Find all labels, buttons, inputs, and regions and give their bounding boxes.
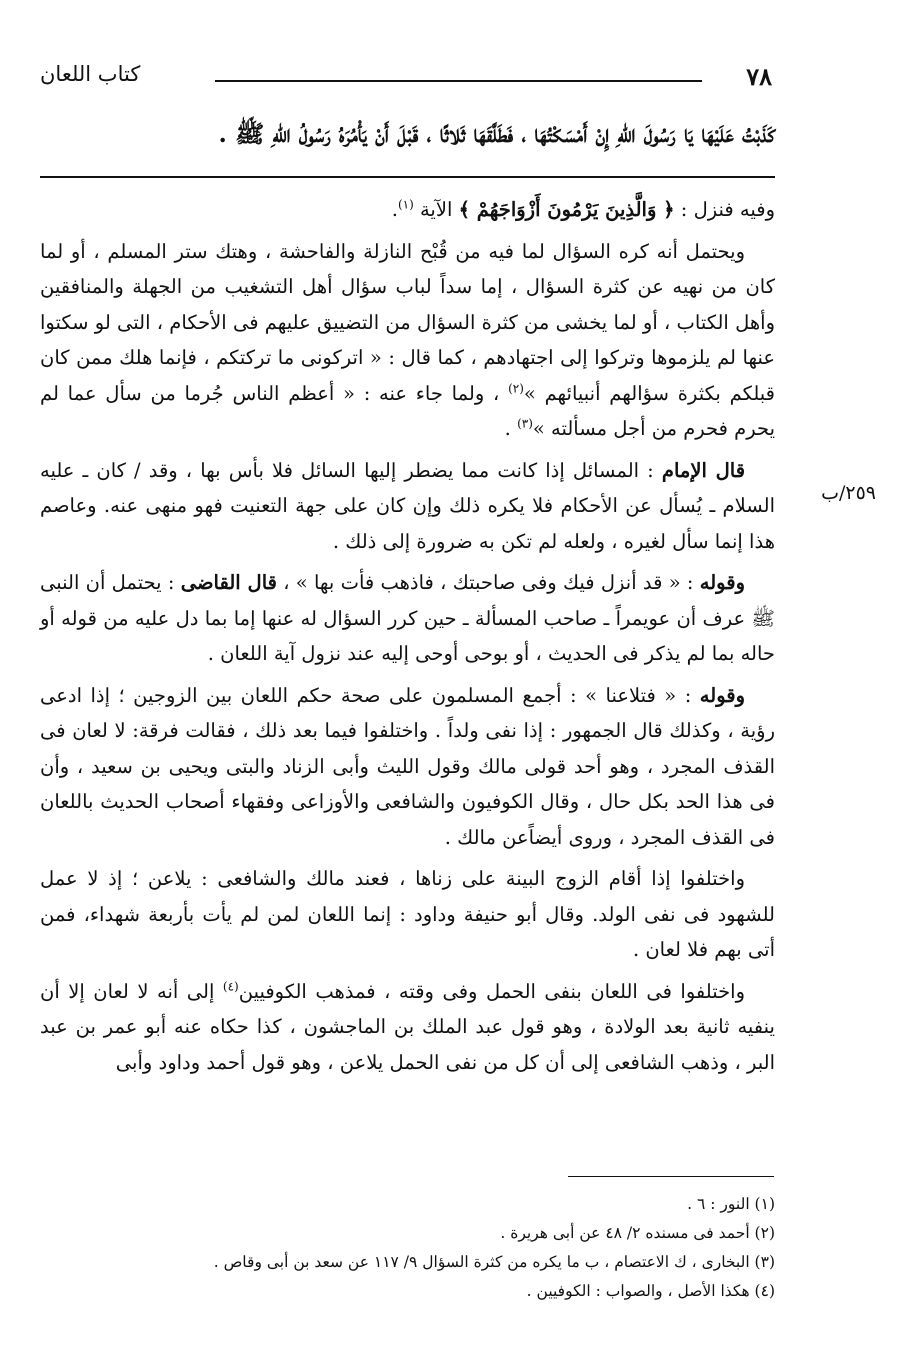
paragraph-text: : المسائل إذا كانت مما يضطر إليها السائل فلا بأس بها ، وقد / كان ـ عليه السلام ـ يُسأل عن الأحكام فلا يكره ذلك وإن كان على جهة التعنيت فهو منهى عنه. وعاصم هذا إنما سأل لغيره ، ولعله لم تكن به ضرورة إلى ذلك . bbox=[40, 458, 775, 553]
footnote-ref[interactable]: (١) bbox=[397, 197, 414, 212]
paragraph-text: . bbox=[504, 417, 518, 440]
footnote: (١) النور : ٦ . bbox=[687, 1195, 775, 1213]
paragraph-text: الآية bbox=[413, 198, 459, 221]
paragraph bbox=[40, 234, 775, 447]
paragraph-text: : « قد أنزل فيك وفى صاحبتك ، فاذهب فأت بها » ، bbox=[276, 571, 694, 594]
paragraph-lead: وقوله bbox=[699, 683, 746, 707]
paragraph-lead: وقوله bbox=[699, 571, 745, 594]
page-header bbox=[40, 60, 772, 96]
paragraph bbox=[40, 974, 775, 1081]
footnote-ref[interactable]: (٣) bbox=[517, 416, 533, 431]
paragraph bbox=[40, 861, 775, 968]
paragraph-text: واختلفوا إذا أقام الزوج البينة على زناها ، فعند مالك والشافعى : يلاعن ؛ إذ لا عمل للشهود فى نفى الولد. وقال أبو حنيفة وداود : إنما اللعان لمن لم يأت بأربعة شهداء، فمن أتى بهم فلا لعان . bbox=[40, 867, 775, 961]
footnote-ref[interactable]: (٢) bbox=[508, 381, 524, 395]
footnotes bbox=[40, 1190, 775, 1306]
paragraph-text: ، ولما جاء عنه : « أعظم الناس جُرما من سأل عما لم يحرم فحرم من أجل مسألته » bbox=[40, 381, 775, 440]
hadith-text: كَذَبْتُ عَلَيْهَا يَا رَسُولَ اللهِ إِنْ أَمْسَكْتُهَا ، فَطَلَّقَهَا ثَلاثًا ، قَبْلَ أَنْ يَأْمُرَهُ رَسُولُ اللهِ ﷺ . bbox=[218, 119, 775, 148]
paragraph-text: ويحتمل أنه كره السؤال لما فيه من قُبْح النازلة والفاحشة ، وهتك ستر المسلم ، أو لما كان من نهيه عن كثرة السؤال ، إما سداً لباب سؤال أهل التشغيب من الجهلة والمنافقين وأهل الكتاب ، أو لما يخشى من كثرة السؤال من التضييق عليهم فى الأحكام ، التى لو سكتوا عنها لم يلزموها وتركوا إلى اجتهادهم ، كما قال : « اتركونى ما تركتكم ، فإنما هلك ممن كان قبلكم بكثرة سؤالهم أنبيائهم » bbox=[40, 239, 775, 405]
paragraph-text: واختلفوا فى اللعان بنفى الحمل وفى وقته ، فمذهب الكوفيين bbox=[238, 979, 745, 1003]
quran-quote: ﴿ وَالَّذِينَ يَرْمُونَ أَزْوَاجَهُمْ ﴾ bbox=[458, 198, 675, 221]
section-divider bbox=[40, 176, 775, 178]
paragraph-lead: قال القاضى bbox=[180, 571, 277, 594]
page-number: ٧٨ bbox=[746, 62, 772, 91]
paragraph-text: وفيه فنزل : bbox=[674, 198, 775, 221]
paragraph bbox=[40, 565, 775, 672]
paragraph-text: : « فتلاعنا » : أجمع المسلمون على صحة حكم اللعان بين الزوجين ؛ إذا ادعى رؤية ، وكذلك قال الجمهور : إذا نفى ولداً . واختلفوا فيما بعد ذلك ، فقالت فرقة: لا لعان فى القذف المجرد ، وهو أحد قولى مالك وقول الليث وأبى الزناد والبتى ويحيى بن سعيد ، وأن فى هذا الحد بكل حال ، وقال الكوفيون والشافعى والأوزاعى وفقهاء أصحاب الحديث باللعان فى القذف المجرد ، وروى أيضاًعن مالك . bbox=[40, 683, 775, 849]
commentary-body bbox=[40, 192, 775, 1086]
footnote-ref[interactable]: (٤) bbox=[222, 979, 239, 993]
paragraph-lead: قال الإمام bbox=[661, 458, 746, 482]
running-title: كتاب اللعان bbox=[40, 62, 141, 86]
header-rule bbox=[215, 80, 702, 82]
paragraph bbox=[40, 453, 775, 560]
paragraph-text: . bbox=[391, 198, 398, 221]
footnote: (٢) أحمد فى مسنده ٢/ ٤٨ عن أبى هريرة . bbox=[500, 1224, 775, 1242]
paragraph bbox=[40, 678, 775, 856]
footnote: (٤) هكذا الأصل ، والصواب : الكوفيين . bbox=[526, 1282, 775, 1300]
paragraph-text: إلى أنه لا لعان إلا أن ينفيه ثانية بعد الولادة ، وهو قول عبد الملك بن الماجشون ، كذا حكاه عنه أبو عمر بن عبد البر ، وذهب الشافعى إلى أن كل من نفى الحمل يلاعن ، وهو قول أحمد وداود وأبى bbox=[40, 979, 775, 1074]
footnote-divider bbox=[568, 1176, 774, 1177]
paragraph-text: : يحتمل أن النبى ﷺ عرف أن عويمراً ـ صاحب المسألة ـ حين كرر السؤال له عنها إما بما دل عليه من قوله أو حاله بما لم يذكر فى الحديث ، أو بوحى أوحى إليه عند نزول آية اللعان . bbox=[40, 571, 775, 665]
manuscript-folio-marker: ٢٥٩/ب bbox=[821, 482, 876, 504]
footnote: (٣) البخارى ، ك الاعتصام ، ب ما يكره من كثرة السؤال ٩/ ١١٧ عن سعد بن أبى وقاص . bbox=[213, 1253, 775, 1271]
paragraph bbox=[40, 192, 775, 228]
